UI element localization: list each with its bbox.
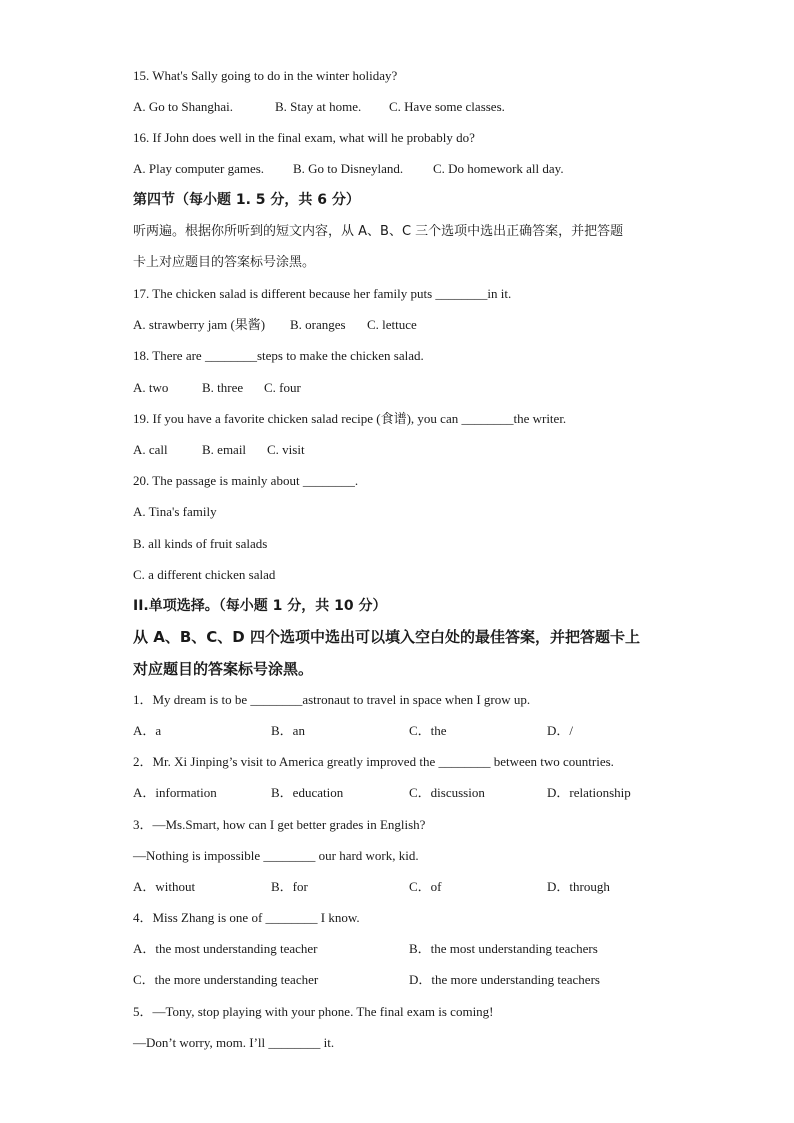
mc-question-2-option-b[interactable]: B．education bbox=[271, 785, 344, 800]
question-15-option-c[interactable]: C. Have some classes. bbox=[389, 99, 505, 114]
question-17-options bbox=[133, 317, 417, 333]
mc-question-3-options bbox=[133, 879, 685, 895]
mc-question-2-option-a[interactable]: A．information bbox=[133, 785, 217, 800]
mc-question-3-stem: 3．—Ms.Smart, how can I get better grades in English? bbox=[133, 817, 426, 832]
question-15-option-a[interactable]: A. Go to Shanghai. bbox=[133, 99, 234, 114]
question-18-options bbox=[133, 380, 301, 396]
question-18-option-c[interactable]: C. four bbox=[264, 380, 301, 395]
question-17-option-c[interactable]: C. lettuce bbox=[367, 317, 417, 332]
mc-question-3-stem-reply: —Nothing is impossible ________ our hard work, kid. bbox=[133, 848, 419, 863]
question-15-stem: 15. What's Sally going to do in the winter holiday? bbox=[133, 68, 398, 83]
mc-question-4-stem: 4．Miss Zhang is one of ________ I know. bbox=[133, 910, 360, 925]
mc-question-4-options-row-2 bbox=[133, 972, 685, 988]
question-20-option-b[interactable]: B. all kinds of fruit salads bbox=[133, 536, 268, 551]
mc-question-2-option-d[interactable]: D．relationship bbox=[547, 785, 631, 800]
mc-question-3-option-a[interactable]: A．without bbox=[133, 879, 196, 894]
mc-question-1-option-c[interactable]: C．the bbox=[409, 723, 447, 738]
question-19-option-b[interactable]: B. email bbox=[202, 442, 247, 457]
mc-question-3-option-b[interactable]: B．for bbox=[271, 879, 308, 894]
mc-question-3-option-d[interactable]: D．through bbox=[547, 879, 610, 894]
section-4-title: 第四节（每小题 1. 5 分，共 6 分） bbox=[133, 192, 360, 208]
part-2-title: II.单项选择。（每小题 1 分，共 10 分） bbox=[133, 598, 387, 614]
question-16-option-a[interactable]: A. Play computer games. bbox=[133, 161, 265, 176]
mc-question-1-options bbox=[133, 723, 685, 739]
question-19-stem: 19. If you have a favorite chicken salad recipe (食谱), you can ________the writer. bbox=[133, 411, 567, 426]
mc-question-3-option-c[interactable]: C．of bbox=[409, 879, 442, 894]
question-19-option-a[interactable]: A. call bbox=[133, 442, 168, 457]
question-16-options bbox=[133, 161, 564, 177]
mc-question-1-stem: 1．My dream is to be ________astronaut to travel in space when I grow up. bbox=[133, 692, 531, 707]
mc-question-4-option-c[interactable]: C．the more understanding teacher bbox=[133, 972, 319, 987]
question-16-stem: 16. If John does well in the final exam, what will he probably do? bbox=[133, 130, 475, 145]
question-20-option-a[interactable]: A. Tina's family bbox=[133, 504, 217, 519]
question-20-option-c[interactable]: C. a different chicken salad bbox=[133, 567, 276, 582]
part-2-instruction-line-1: 从 A、B、C、D 四个选项中选出可以填入空白处的最佳答案，并把答题卡上 bbox=[133, 628, 640, 646]
question-16-option-b[interactable]: B. Go to Disneyland. bbox=[293, 161, 404, 176]
mc-question-5-stem: 5．—Tony, stop playing with your phone. The final exam is coming! bbox=[133, 1004, 494, 1019]
mc-question-4-option-b[interactable]: B．the most understanding teachers bbox=[409, 941, 598, 956]
part-2-instruction-line-2: 对应题目的答案标号涂黑。 bbox=[133, 660, 314, 678]
question-17-option-a[interactable]: A. strawberry jam (果酱) bbox=[133, 317, 266, 332]
question-17-stem: 17. The chicken salad is different because her family puts ________in it. bbox=[133, 286, 512, 301]
question-18-option-a[interactable]: A. two bbox=[133, 380, 169, 395]
question-18-stem: 18. There are ________steps to make the chicken salad. bbox=[133, 348, 424, 363]
question-17-option-b[interactable]: B. oranges bbox=[290, 317, 346, 332]
mc-question-5-stem-reply: —Don’t worry, mom. I’ll ________ it. bbox=[133, 1035, 335, 1050]
mc-question-1-option-d[interactable]: D．/ bbox=[547, 723, 574, 738]
section-4-instruction-line-1: 听两遍。根据你所听到的短文内容，从 A、B、C 三个选项中选出正确答案，并把答题 bbox=[133, 224, 624, 239]
mc-question-2-option-c[interactable]: C．discussion bbox=[409, 785, 485, 800]
mc-question-4-option-d[interactable]: D．the more understanding teachers bbox=[409, 972, 600, 987]
section-4-instruction-line-2: 卡上对应题目的答案标号涂黑。 bbox=[133, 255, 316, 270]
question-20-stem: 20. The passage is mainly about ________. bbox=[133, 473, 359, 488]
question-16-option-c[interactable]: C. Do homework all day. bbox=[433, 161, 564, 176]
question-19-option-c[interactable]: C. visit bbox=[267, 442, 305, 457]
question-19-options bbox=[133, 442, 305, 458]
question-15-options bbox=[133, 99, 505, 115]
question-18-option-b[interactable]: B. three bbox=[202, 380, 244, 395]
mc-question-1-option-b[interactable]: B．an bbox=[271, 723, 305, 738]
mc-question-2-stem: 2．Mr. Xi Jinping’s visit to America greatly improved the ________ between two countries. bbox=[133, 754, 614, 769]
mc-question-4-option-a[interactable]: A．the most understanding teacher bbox=[133, 941, 318, 956]
mc-question-2-options bbox=[133, 785, 685, 801]
mc-question-1-option-a[interactable]: A．a bbox=[133, 723, 162, 738]
question-15-option-b[interactable]: B. Stay at home. bbox=[275, 99, 362, 114]
mc-question-4-options-row-1 bbox=[133, 941, 685, 957]
